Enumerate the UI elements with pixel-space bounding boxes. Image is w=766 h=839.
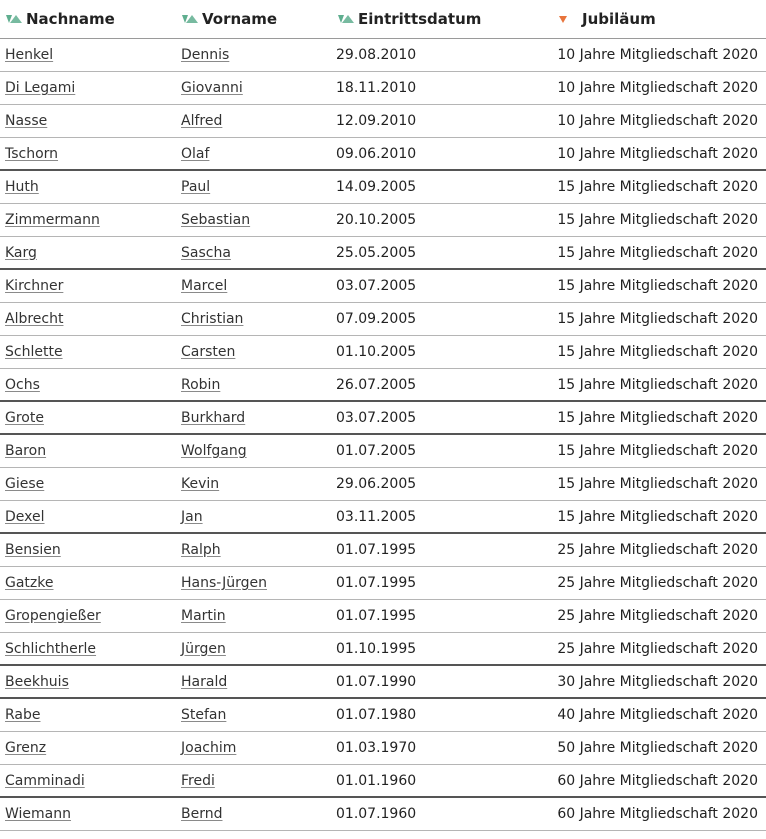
- column-label: Jubiläum: [582, 10, 656, 28]
- jubilaeum-cell: 25 Jahre Mitgliedschaft 2020: [557, 608, 758, 624]
- vorname-link[interactable]: Dennis: [181, 47, 230, 63]
- eintrittsdatum-cell: 01.07.1960: [336, 806, 417, 822]
- vorname-link[interactable]: Stefan: [181, 707, 227, 723]
- jubilaeum-cell: 15 Jahre Mitgliedschaft 2020: [557, 443, 758, 459]
- jubilaeum-cell: 60 Jahre Mitgliedschaft 2020: [557, 806, 758, 822]
- nachname-link[interactable]: Huth: [5, 179, 39, 195]
- eintrittsdatum-cell: 20.10.2005: [336, 212, 417, 228]
- nachname-link[interactable]: Grenz: [5, 740, 47, 756]
- vorname-link[interactable]: Sascha: [181, 244, 231, 261]
- nachname-link[interactable]: Camminadi: [5, 772, 85, 789]
- table-cell: [176, 698, 332, 732]
- table-cell: [332, 170, 556, 204]
- jubilaeum-cell: 50 Jahre Mitgliedschaft 2020: [557, 740, 758, 756]
- table-cell: [176, 401, 332, 434]
- table-cell: [332, 600, 556, 633]
- table-cell: [0, 633, 176, 666]
- vorname-link[interactable]: Alfred: [181, 113, 223, 129]
- eintrittsdatum-cell: 12.09.2010: [336, 113, 417, 129]
- table-row: [0, 468, 766, 501]
- table-cell: [556, 797, 766, 831]
- table-cell: [0, 72, 176, 105]
- jubilaeum-cell: 40 Jahre Mitgliedschaft 2020: [557, 707, 758, 723]
- eintrittsdatum-cell: 03.07.2005: [336, 409, 417, 426]
- eintrittsdatum-cell: 01.07.1980: [336, 707, 417, 723]
- table-cell: [556, 633, 766, 666]
- table-cell: [0, 434, 176, 468]
- table-row: [0, 533, 766, 567]
- table-cell: [332, 533, 556, 567]
- jubilaeum-cell: 60 Jahre Mitgliedschaft 2020: [557, 772, 758, 789]
- nachname-link[interactable]: Di Legami: [5, 80, 76, 96]
- eintrittsdatum-cell: 29.08.2010: [336, 47, 417, 63]
- nachname-link[interactable]: Rabe: [5, 707, 41, 723]
- table-cell: [0, 369, 176, 402]
- vorname-link[interactable]: Marcel: [181, 278, 228, 294]
- table-cell: [556, 303, 766, 336]
- table-cell: [176, 633, 332, 666]
- table-cell: [556, 39, 766, 72]
- table-cell: [176, 434, 332, 468]
- table-row: [0, 434, 766, 468]
- table-cell: [176, 138, 332, 171]
- table-cell: [332, 204, 556, 237]
- sort-desc-icon: [556, 14, 578, 24]
- table-cell: [176, 797, 332, 831]
- nachname-link[interactable]: Zimmermann: [5, 212, 100, 228]
- table-cell: [332, 105, 556, 138]
- eintrittsdatum-cell: 01.10.1995: [336, 640, 417, 657]
- vorname-link[interactable]: Ralph: [181, 542, 221, 558]
- table-row: [0, 401, 766, 434]
- table-cell: [176, 567, 332, 600]
- table-row: [0, 138, 766, 171]
- table-row: [0, 72, 766, 105]
- table-cell: [556, 269, 766, 303]
- table-cell: [0, 501, 176, 534]
- table-cell: [0, 237, 176, 270]
- vorname-link[interactable]: Hans-Jürgen: [181, 575, 267, 591]
- table-cell: [332, 765, 556, 798]
- table-cell: [176, 600, 332, 633]
- nachname-link[interactable]: Beekhuis: [5, 673, 69, 690]
- jubilaeum-cell: 15 Jahre Mitgliedschaft 2020: [557, 508, 758, 525]
- nachname-link[interactable]: Schlette: [5, 344, 63, 360]
- table-cell: [0, 698, 176, 732]
- column-header-jubilaeum[interactable]: [556, 0, 766, 39]
- table-row: [0, 204, 766, 237]
- nachname-link[interactable]: Bensien: [5, 542, 61, 558]
- table-cell: [332, 401, 556, 434]
- nachname-link[interactable]: Baron: [5, 443, 47, 459]
- table-cell: [556, 765, 766, 798]
- table-cell: [332, 138, 556, 171]
- table-cell: [332, 633, 556, 666]
- table-cell: [556, 434, 766, 468]
- column-label: Nachname: [26, 10, 115, 28]
- table-cell: [176, 105, 332, 138]
- eintrittsdatum-cell: 07.09.2005: [336, 311, 417, 327]
- nachname-link[interactable]: Giese: [5, 476, 45, 492]
- jubilaeum-cell: 10 Jahre Mitgliedschaft 2020: [557, 47, 758, 63]
- table-cell: [332, 434, 556, 468]
- table-cell: [332, 72, 556, 105]
- table-cell: [556, 105, 766, 138]
- vorname-link[interactable]: Harald: [181, 673, 228, 690]
- table-cell: [556, 501, 766, 534]
- table-row: [0, 797, 766, 831]
- jubilaeum-cell: 15 Jahre Mitgliedschaft 2020: [557, 244, 758, 261]
- jubilaeum-cell: 10 Jahre Mitgliedschaft 2020: [557, 145, 758, 162]
- table-cell: [556, 401, 766, 434]
- table-cell: [176, 237, 332, 270]
- table-cell: [176, 269, 332, 303]
- jubilaeum-cell: 15 Jahre Mitgliedschaft 2020: [557, 476, 758, 492]
- table-cell: [0, 567, 176, 600]
- vorname-link[interactable]: Paul: [181, 179, 211, 195]
- table-cell: [0, 468, 176, 501]
- table-row: [0, 732, 766, 765]
- table-cell: [556, 369, 766, 402]
- table-cell: [332, 369, 556, 402]
- eintrittsdatum-cell: 01.07.1995: [336, 542, 417, 558]
- eintrittsdatum-cell: 01.10.2005: [336, 344, 417, 360]
- vorname-link[interactable]: Jan: [181, 508, 203, 525]
- table-cell: [0, 138, 176, 171]
- vorname-link[interactable]: Jürgen: [181, 640, 226, 657]
- table-cell: [556, 665, 766, 698]
- vorname-link[interactable]: Bernd: [181, 806, 223, 822]
- jubilaeum-cell: 15 Jahre Mitgliedschaft 2020: [557, 212, 758, 228]
- jubilaeum-cell: 15 Jahre Mitgliedschaft 2020: [557, 376, 758, 393]
- table-cell: [0, 665, 176, 698]
- table-cell: [556, 336, 766, 369]
- table-cell: [332, 336, 556, 369]
- table-cell: [0, 303, 176, 336]
- table-cell: [332, 237, 556, 270]
- table-cell: [556, 468, 766, 501]
- table-row: [0, 237, 766, 270]
- table-row: [0, 269, 766, 303]
- table-cell: [556, 600, 766, 633]
- table-row: [0, 501, 766, 534]
- table-cell: [176, 204, 332, 237]
- table-row: [0, 665, 766, 698]
- nachname-link[interactable]: Dexel: [5, 508, 45, 525]
- eintrittsdatum-cell: 01.03.1970: [336, 740, 417, 756]
- table-cell: [332, 665, 556, 698]
- nachname-link[interactable]: Kirchner: [5, 278, 64, 294]
- table-row: [0, 105, 766, 138]
- eintrittsdatum-cell: 25.05.2005: [336, 244, 417, 261]
- vorname-link[interactable]: Sebastian: [181, 212, 251, 228]
- table-row: [0, 600, 766, 633]
- table-cell: [176, 501, 332, 534]
- column-label: Vorname: [202, 10, 278, 28]
- table-cell: [0, 269, 176, 303]
- jubilaeum-cell: 25 Jahre Mitgliedschaft 2020: [557, 542, 758, 558]
- vorname-link[interactable]: Giovanni: [181, 80, 243, 96]
- table-cell: [176, 468, 332, 501]
- nachname-link[interactable]: Gropengießer: [5, 608, 101, 624]
- table-row: [0, 336, 766, 369]
- eintrittsdatum-cell: 01.07.2005: [336, 443, 417, 459]
- table-cell: [0, 401, 176, 434]
- table-row: [0, 369, 766, 402]
- column-header-nachname[interactable]: [0, 0, 176, 39]
- table-row: [0, 303, 766, 336]
- eintrittsdatum-cell: 29.06.2005: [336, 476, 417, 492]
- table-cell: [0, 797, 176, 831]
- jubilaeum-cell: 25 Jahre Mitgliedschaft 2020: [557, 575, 758, 591]
- table-cell: [0, 533, 176, 567]
- eintrittsdatum-cell: 09.06.2010: [336, 145, 417, 162]
- vorname-link[interactable]: Wolfgang: [181, 443, 247, 459]
- vorname-link[interactable]: Burkhard: [181, 409, 246, 426]
- eintrittsdatum-cell: 03.07.2005: [336, 278, 417, 294]
- vorname-link[interactable]: Olaf: [181, 145, 210, 162]
- column-label: Eintrittsdatum: [358, 10, 482, 28]
- eintrittsdatum-cell: 14.09.2005: [336, 179, 417, 195]
- table-cell: [332, 797, 556, 831]
- nachname-link[interactable]: Karg: [5, 244, 37, 261]
- table-cell: [332, 269, 556, 303]
- column-header-eintrittsdatum[interactable]: [332, 0, 556, 39]
- table-cell: [556, 204, 766, 237]
- table-row: [0, 633, 766, 666]
- jubilaeum-cell: 15 Jahre Mitgliedschaft 2020: [557, 409, 758, 426]
- eintrittsdatum-cell: 01.07.1990: [336, 673, 417, 690]
- table-cell: [176, 665, 332, 698]
- table-cell: [332, 567, 556, 600]
- table-cell: [332, 303, 556, 336]
- vorname-link[interactable]: Joachim: [181, 740, 237, 756]
- nachname-link[interactable]: Albrecht: [5, 311, 64, 327]
- column-header-vorname[interactable]: [176, 0, 332, 39]
- table-row: [0, 39, 766, 72]
- jubilaeum-cell: 10 Jahre Mitgliedschaft 2020: [557, 113, 758, 129]
- eintrittsdatum-cell: 26.07.2005: [336, 376, 417, 393]
- nachname-link[interactable]: Grote: [5, 409, 44, 426]
- table-cell: [556, 138, 766, 171]
- table-row: [0, 698, 766, 732]
- table-cell: [0, 204, 176, 237]
- jubilaeum-cell: 15 Jahre Mitgliedschaft 2020: [557, 344, 758, 360]
- sort-both-icon: [338, 14, 354, 24]
- sort-both-icon: [6, 14, 22, 24]
- vorname-link[interactable]: Robin: [181, 376, 221, 393]
- vorname-link[interactable]: Carsten: [181, 344, 236, 360]
- table-cell: [0, 170, 176, 204]
- table-cell: [176, 765, 332, 798]
- table-cell: [556, 533, 766, 567]
- jubilaeum-cell: 30 Jahre Mitgliedschaft 2020: [557, 673, 758, 690]
- table-cell: [176, 72, 332, 105]
- vorname-link[interactable]: Kevin: [181, 476, 220, 492]
- table-cell: [176, 39, 332, 72]
- nachname-link[interactable]: Henkel: [5, 47, 54, 63]
- table-cell: [556, 72, 766, 105]
- table-cell: [556, 698, 766, 732]
- jubilaeum-cell: 10 Jahre Mitgliedschaft 2020: [557, 80, 758, 96]
- jubilaeum-cell: 25 Jahre Mitgliedschaft 2020: [557, 640, 758, 657]
- table-row: [0, 567, 766, 600]
- vorname-link[interactable]: Christian: [181, 311, 244, 327]
- eintrittsdatum-cell: 01.01.1960: [336, 772, 417, 789]
- table-row: [0, 170, 766, 204]
- table-cell: [176, 732, 332, 765]
- nachname-link[interactable]: Schlichtherle: [5, 640, 97, 657]
- eintrittsdatum-cell: 01.07.1995: [336, 608, 417, 624]
- nachname-link[interactable]: Gatzke: [5, 575, 54, 591]
- nachname-link[interactable]: Tschorn: [5, 145, 59, 162]
- table-cell: [556, 170, 766, 204]
- table-cell: [0, 336, 176, 369]
- vorname-link[interactable]: Fredi: [181, 772, 215, 789]
- table-cell: [0, 732, 176, 765]
- jubilaeum-cell: 15 Jahre Mitgliedschaft 2020: [557, 311, 758, 327]
- table-cell: [176, 336, 332, 369]
- nachname-link[interactable]: Wiemann: [5, 806, 72, 822]
- table-cell: [0, 600, 176, 633]
- table-cell: [176, 533, 332, 567]
- table-row: [0, 765, 766, 798]
- table-cell: [176, 303, 332, 336]
- table-cell: [332, 468, 556, 501]
- eintrittsdatum-cell: 03.11.2005: [336, 508, 417, 525]
- table-cell: [556, 732, 766, 765]
- vorname-link[interactable]: Martin: [181, 608, 226, 624]
- table-header-row: [0, 0, 766, 39]
- table-cell: [0, 105, 176, 138]
- jubilaeum-cell: 15 Jahre Mitgliedschaft 2020: [557, 179, 758, 195]
- table-cell: [556, 567, 766, 600]
- eintrittsdatum-cell: 01.07.1995: [336, 575, 417, 591]
- table-cell: [332, 39, 556, 72]
- table-cell: [0, 39, 176, 72]
- table-cell: [0, 765, 176, 798]
- table-cell: [556, 237, 766, 270]
- table-cell: [176, 170, 332, 204]
- jubilaeum-cell: 15 Jahre Mitgliedschaft 2020: [557, 278, 758, 294]
- table-cell: [332, 501, 556, 534]
- nachname-link[interactable]: Ochs: [5, 376, 40, 393]
- table-cell: [176, 369, 332, 402]
- eintrittsdatum-cell: 18.11.2010: [336, 80, 417, 96]
- sort-both-icon: [182, 14, 198, 24]
- table-cell: [332, 698, 556, 732]
- nachname-link[interactable]: Nasse: [5, 113, 48, 129]
- table-cell: [332, 732, 556, 765]
